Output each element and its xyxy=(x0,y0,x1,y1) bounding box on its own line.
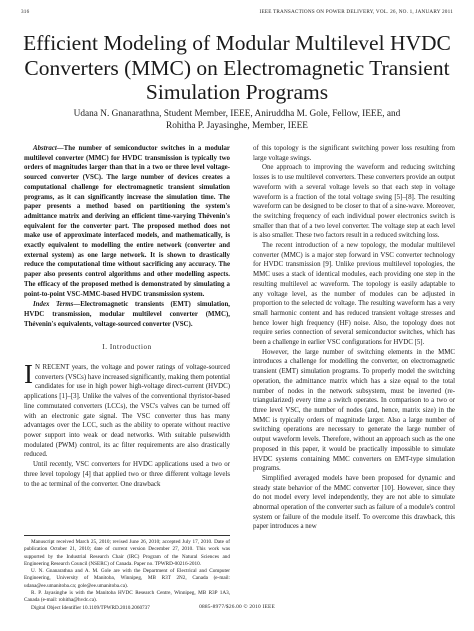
intro-text: N RECENT years, the voltage and power ratings of voltage-sourced converters (VSCs) have increased significantly, making them potential candidates for use in high power high-voltage direct-current (HVDC) applications [1]–[3]. Unlike the valves of the conventional thyristor-based line commutated converters (LCCs), the VSC's valves can be turned off with an electronic gate signal. The VSC converter thus has many advantages over the LCC, such as the ability to operate without reactive power support into weak or dead networks. With suitable pulsewidth modulated (PWM) control, its ac filter requirements are also drastically reduced. xyxy=(24,364,230,459)
body-paragraph: The recent introduction of a new topology, the modular multilevel converter (MMC) is a major step forward in VSC converter technology for HVDC transmission [9]. Unlike previous multilevel topologies, the MMC uses a stack of identical modules, each providing one step in the resulting multilevel ac waveform. The topology is easily adaptable to any voltage level, as the number of modules can be adjusted in proportion to the selected dc voltage. The resulting waveform has a very small harmonic content and has reduced transient voltage stresses and hence lower high frequency (HF) noise. Also, the topology does not require series connection of several semiconductor switches, which has been a challenge in earlier VSC configurations for HVDC [5]. xyxy=(253,242,455,347)
drop-cap: I xyxy=(24,359,33,390)
index-terms-label: Index Terms xyxy=(33,301,74,309)
abstract xyxy=(24,144,230,299)
left-column xyxy=(24,144,230,489)
section-heading: I. Introduction xyxy=(102,343,152,352)
title-line: Converters (MMC) on Electromagnetic Transient xyxy=(24,55,450,80)
index-terms xyxy=(24,300,230,329)
footnote-manuscript: Manuscript received March 25, 2010; revised June 26, 2010; accepted July 17, 2010. Date of publication October 21, 2010; date of current version December 27, 2010. This work was supported by the Industrial Research Chair (IRC) Program of the Natural Sciences and Engineering Research Council (NSERC) of Canada. Paper no. TPWRD-00216-2010. xyxy=(24,539,230,567)
abstract-text: —The number of semiconductor switches in a modular multilevel converter (MMC) for HVDC transmission is typically two orders of magnitudes larger than that in a two or three level voltage-sourced converter (VSC). The large number of devices creates a computational challenge for electromagnetic transient simulation programs, as it can significantly increase the simulation time. The paper presents a method based on partitioning the system's admittance matrix and deriving an efficient time-varying Thévenin's equivalent for the converter part. The proposed method does not make use of approximate interfaced models, and mathematically, is exactly equivalent to modelling the entire network (converter and external system) as one large network. It is shown to drastically reduce the computational time without sacrificing any accuracy. The paper also presents control algorithms and other modelling aspects. The efficacy of the proposed method is demonstrated by simulating a point-to-point VSC-MMC-based HVDC transmission system. xyxy=(24,145,230,298)
index-terms-text: —Electromagnetic transients (EMT) simulation, HVDC transmission, modular multilevel converter (MMC), Thévenin's equivalents, voltage-sourced converter (VSC). xyxy=(24,301,230,328)
title-line: Simulation Programs xyxy=(145,80,329,104)
paper-title xyxy=(20,31,454,105)
footnote-affiliation: U. N. Gnanarathna and A. M. Gole are with the Department of Electrical and Computer Engineering, University of Manitoba, Winnipeg, MB R3T 2N2, Canada (e-mail: udana@ee.umanitoba.ca; gole@ee.umanitoba.ca). xyxy=(24,568,230,589)
footnote-doi: Digital Object Identifier 10.1109/TPWRD.2010.2060737 xyxy=(31,604,150,611)
body-paragraph: However, the large number of switching elements in the MMC introduces a challenge for modelling the converter, on electromagnetic transient (EMT) simulation programs. To properly model the switching operation, the admittance matrix which has a size equal to the total number of nodes in the network subsystem, must be inverted (re-triangularized) every time a switch operates. In comparison to a two or three level VSC, the number of nodes (and, hence, matrix size) in the MMC is typically orders of magnitude larger. Also a large number of switching operations are necessary to generate the large number of output waveform levels. Therefore, without an approach such as the one proposed in this paper, it would be practically impossible to simulate HVDC systems containing MMC converters on EMT-type simulation programs. xyxy=(253,348,455,473)
footnote-affiliation: R. P. Jayasinghe is with the Manitoba HVDC Research Centre, Winnipeg, MB R3P 1A3, Canada (e-mail: rohitha@hvdc.ca). xyxy=(24,590,230,604)
body-paragraph: One approach to improving the waveform and reducing switching losses is to use multilevel converters. These converters provide an output waveform with a several voltage levels so that each step in voltage waveform is a fraction of the total voltage swing [5]–[8]. The resulting waveform can be designed to be closer to that of a sine-wave. Moreover, the switching frequency of each individual power electronics switch is smaller than that of a two level converter. The voltage step at each level is also smaller. These two factors result in a reduced switching loss. xyxy=(253,164,455,240)
author-list xyxy=(40,109,434,132)
footnotes xyxy=(24,535,230,612)
author-line: Rohitha P. Jayasinghe, Member, IEEE xyxy=(166,120,308,131)
author-line: Udana N. Gnanarathna, Student Member, IEEE, Aniruddha M. Gole, Fellow, IEEE, and xyxy=(73,109,401,119)
copyright-line: 0885-8977/$26.00 © 2010 IEEE xyxy=(199,604,275,610)
body-paragraph: of this topology is the significant switching power loss resulting from large voltage swings. xyxy=(253,145,455,162)
body-paragraph: Simplified averaged models have been proposed for dynamic and steady state behavior of the MMC converter [10]. However, since they do not model every level independently, they are not able to simulate abnormal operation of the converter such as failure of a module's control system or failure of the module itself. To overcome this drawback, this paper introduces a new xyxy=(253,474,455,531)
journal-info: IEEE TRANSACTIONS ON POWER DELIVERY, VOL. 26, NO. 1, JANUARY 2011 xyxy=(259,9,453,15)
abstract-label: Abstract xyxy=(33,145,57,152)
running-header xyxy=(21,9,453,18)
intro-paragraph xyxy=(24,359,230,460)
page-number: 316 xyxy=(21,9,30,15)
title-line: Efficient Modeling of Modular Multilevel HVDC xyxy=(23,31,451,55)
intro-paragraph-2: Until recently, VSC converters for HVDC applications used a two or three level topology [4] that applied two or three different voltage levels to the ac terminal of the converter. One drawback xyxy=(24,461,230,488)
right-column xyxy=(253,144,455,532)
